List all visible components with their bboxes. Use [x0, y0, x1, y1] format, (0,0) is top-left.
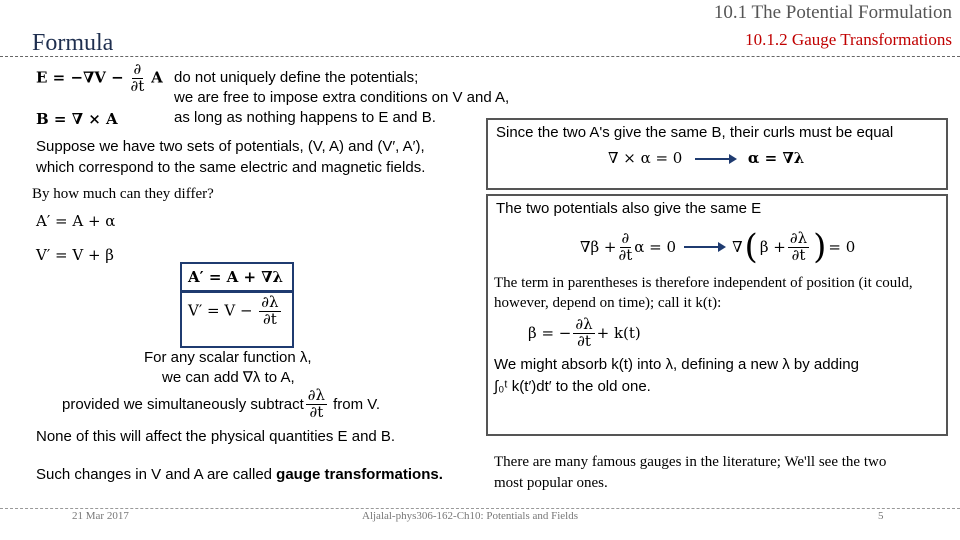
gauge-V-equation: V′ = V − $\frac{\partial\lambda}{\partial t}$	[188, 293, 279, 328]
slide-section-title: 10.1 The Potential Formulation	[713, 2, 952, 23]
equation-B: B = ∇ × A	[36, 110, 118, 128]
same-E-text: The two potentials also give the same E	[496, 200, 762, 217]
footer-date: 21 Mar 2017	[72, 510, 129, 522]
beta-equation: β = − $\frac{\partial\lambda}{\partial t}$ + k(t)	[528, 315, 641, 350]
independent-text: The term in parentheses is therefore independent of position (it could, however, depend on time); call it k(t):	[494, 275, 913, 311]
curl-box	[486, 118, 948, 190]
gauge-A-equation: A′ = A + ∇λ	[182, 264, 292, 293]
absorb-text: We might absorb k(t) into λ, defining a new λ by adding ∫₀ᵗ k(t′)dt′ to the old one.	[494, 355, 859, 395]
curl-box-equation: ∇ × α = 0 α = ∇λ	[608, 149, 805, 167]
page-number: 5	[878, 510, 884, 522]
header-divider	[0, 56, 960, 57]
suppose-text: Suppose we have two sets of potentials, (V, A) and (V′, A′), which correspond to the same electric and magnetic fields.	[36, 138, 426, 176]
curl-box-text: Since the two A's give the same B, their curls must be equal	[496, 124, 894, 141]
definition-note: do not uniquely define the potentials; we are free to impose extra conditions on V and A, as long as nothing happens to E and B.	[174, 69, 510, 126]
subtract-text: provided we simultaneously subtract $\frac{\partial\lambda}{\partial t}$ from V.	[62, 386, 381, 421]
gauge-definition-text: Such changes in V and A are called gauge transformations.	[36, 466, 443, 483]
equation-A-prime: A′ = A + α	[36, 212, 116, 230]
footer-divider	[0, 508, 960, 509]
question-text: By how much can they differ?	[32, 186, 214, 202]
equation-V-prime: V′ = V + β	[36, 246, 114, 264]
same-E-equation: ∇β + $\frac{\partial}{\partial t}$ α = 0 ∇ ( β + $\frac{\partial\lambda}{\partial t}$ ) = 0	[580, 227, 856, 267]
scalar-function-text: For any scalar function λ, we can add ∇λ to A,	[144, 349, 312, 386]
footer-course: Aljalal-phys306-162-Ch10: Potentials and Fields	[362, 510, 579, 522]
same-E-box	[486, 194, 948, 436]
famous-gauges-text: There are many famous gauges in the literature; We'll see the two most popular ones.	[494, 454, 887, 491]
gauge-transformation-box	[180, 262, 294, 348]
arrow-icon	[695, 158, 735, 160]
slide-subsection-title: 10.1.2 Gauge Transformations	[745, 30, 952, 49]
equation-E: E = −∇V − $\frac{\partial}{\partial t}$ A	[36, 60, 163, 95]
physical-quantities-text: None of this will affect the physical quantities E and B.	[36, 428, 396, 445]
slide-left-label: Formula	[32, 30, 114, 56]
arrow-icon	[684, 246, 724, 248]
